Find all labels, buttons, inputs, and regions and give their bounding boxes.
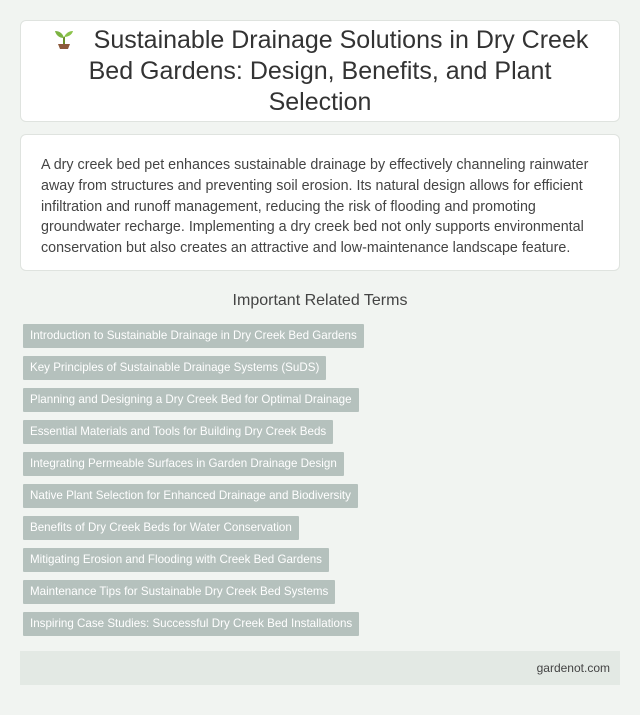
related-term-link[interactable]: Maintenance Tips for Sustainable Dry Creek Bed Systems [23,580,335,604]
related-term-link[interactable]: Planning and Designing a Dry Creek Bed for Optimal Drainage [23,388,359,412]
related-term-link[interactable]: Native Plant Selection for Enhanced Drainage and Biodiversity [23,484,358,508]
page-title-text: Sustainable Drainage Solutions in Dry Creek Bed Gardens: Design, Benefits, and Plant Selection [88,25,589,116]
sprout-icon [52,26,76,50]
related-term-link[interactable]: Essential Materials and Tools for Building Dry Creek Beds [23,420,333,444]
intro-paragraph: A dry creek bed pet enhances sustainable drainage by effectively channeling rainwater away from structures and preventing soil erosion. Its natural design allows for efficient infiltration and runoff management, reducing the risk of flooding and promoting groundwater recharge. Implementing a dry creek bed not only supports environmental conservation but also creates an attractive and low-maintenance landscape feature. [41,157,589,257]
related-term-link[interactable]: Introduction to Sustainable Drainage in Dry Creek Bed Gardens [23,324,364,348]
intro-card [20,134,620,271]
related-terms-list [23,324,623,644]
related-terms-heading: Important Related Terms [232,292,408,309]
title-card [20,20,620,122]
page-title [41,25,599,118]
related-term-link[interactable]: Benefits of Dry Creek Beds for Water Conservation [23,516,299,540]
footer-bar [20,651,620,685]
footer-site-link[interactable]: gardenot.com [536,661,610,675]
related-term-link[interactable]: Integrating Permeable Surfaces in Garden Drainage Design [23,452,344,476]
related-term-link[interactable]: Inspiring Case Studies: Successful Dry Creek Bed Installations [23,612,359,636]
related-term-link[interactable]: Key Principles of Sustainable Drainage Systems (SuDS) [23,356,326,380]
related-term-link[interactable]: Mitigating Erosion and Flooding with Creek Bed Gardens [23,548,329,572]
